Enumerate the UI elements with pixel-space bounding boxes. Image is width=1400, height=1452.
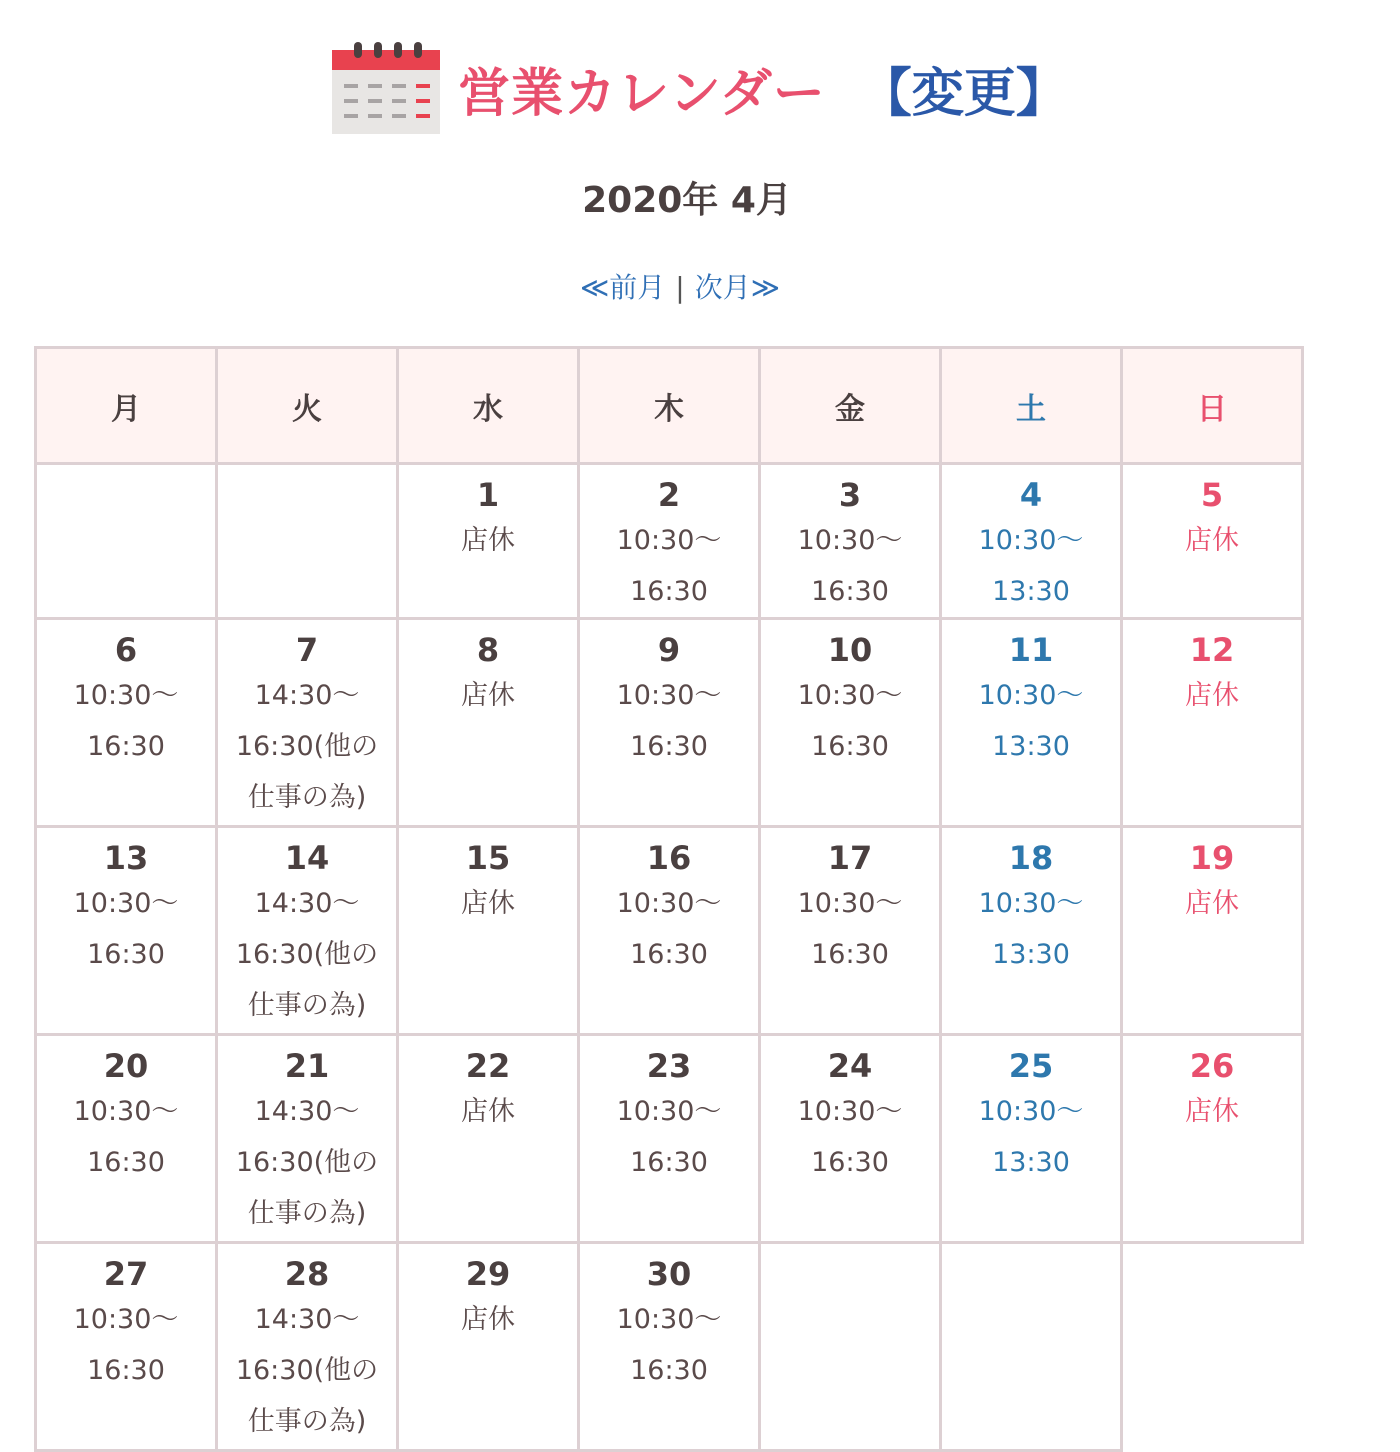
day-number: 11 [1008, 631, 1054, 669]
day-number: 18 [1008, 839, 1054, 877]
weekday-mon: 月 [36, 348, 217, 464]
day-number: 7 [295, 631, 319, 669]
calendar-day-cell [36, 619, 217, 827]
calendar-day-cell [579, 1243, 760, 1451]
day-number: 25 [1008, 1047, 1054, 1085]
day-number: 30 [646, 1255, 692, 1293]
calendar-week-row [36, 619, 1303, 827]
calendar-week-row [36, 1035, 1303, 1243]
calendar-day-cell [398, 464, 579, 619]
weekday-fri: 金 [760, 348, 941, 464]
day-schedule: 店休 [1185, 1096, 1239, 1127]
calendar-day-cell [1122, 619, 1303, 827]
day-number: 17 [827, 839, 873, 877]
day-schedule: 店休 [461, 888, 515, 919]
calendar-day-cell [760, 827, 941, 1035]
nav-separator: | [675, 271, 685, 304]
day-number: 23 [646, 1047, 692, 1085]
day-schedule: 14:30〜16:30(他の仕事の為) [235, 888, 379, 1021]
weekday-thu: 木 [579, 348, 760, 464]
calendar-day-cell [398, 619, 579, 827]
day-number: 24 [827, 1047, 873, 1085]
day-schedule: 店休 [461, 680, 515, 711]
calendar-day-cell [398, 1035, 579, 1243]
day-number: 26 [1189, 1047, 1235, 1085]
calendar-day-cell [217, 827, 398, 1035]
calendar-empty-cell [941, 1243, 1122, 1451]
day-schedule: 10:30〜16:30 [73, 1304, 179, 1386]
day-number: 4 [1019, 476, 1043, 514]
day-schedule: 14:30〜16:30(他の仕事の為) [235, 680, 379, 813]
day-schedule: 10:30〜16:30 [616, 525, 722, 607]
calendar-day-cell [36, 1243, 217, 1451]
day-schedule: 10:30〜16:30 [73, 1096, 179, 1178]
day-number: 6 [114, 631, 138, 669]
day-number: 5 [1200, 476, 1224, 514]
calendar-day-cell [217, 1035, 398, 1243]
day-number: 15 [465, 839, 511, 877]
page-header [0, 38, 1400, 138]
day-schedule: 店休 [461, 1096, 515, 1127]
day-schedule: 店休 [1185, 680, 1239, 711]
day-number: 2 [657, 476, 681, 514]
day-number: 14 [284, 839, 330, 877]
day-schedule: 10:30〜16:30 [797, 888, 903, 970]
day-number: 12 [1189, 631, 1235, 669]
calendar-day-cell [398, 827, 579, 1035]
calendar-week-row [36, 464, 1303, 619]
calendar-week-row [36, 827, 1303, 1035]
calendar-day-cell [579, 619, 760, 827]
day-number: 21 [284, 1047, 330, 1085]
day-schedule: 14:30〜16:30(他の仕事の為) [235, 1304, 379, 1437]
weekday-header-row [36, 348, 1303, 464]
current-month: 2020年 4月 [582, 180, 792, 221]
calendar-table [34, 346, 1304, 1452]
calendar-day-cell [398, 1243, 579, 1451]
calendar-day-cell [36, 1035, 217, 1243]
day-number: 27 [103, 1255, 149, 1293]
calendar-day-cell [217, 619, 398, 827]
day-schedule: 10:30〜16:30 [616, 1304, 722, 1386]
weekday-wed: 水 [398, 348, 579, 464]
day-schedule: 10:30〜16:30 [797, 525, 903, 607]
calendar-day-cell [579, 827, 760, 1035]
day-schedule: 10:30〜16:30 [73, 888, 179, 970]
weekday-tue: 火 [217, 348, 398, 464]
day-schedule: 10:30〜16:30 [797, 680, 903, 762]
day-schedule: 10:30〜13:30 [978, 525, 1084, 607]
day-number: 1 [476, 476, 500, 514]
day-schedule: 10:30〜16:30 [73, 680, 179, 762]
day-number: 20 [103, 1047, 149, 1085]
day-schedule: 店休 [1185, 525, 1239, 556]
day-schedule: 10:30〜16:30 [616, 680, 722, 762]
day-number: 22 [465, 1047, 511, 1085]
calendar-day-cell [941, 1035, 1122, 1243]
calendar-day-cell [36, 827, 217, 1035]
change-label: 【変更】 [859, 63, 1068, 124]
day-schedule: 店休 [461, 525, 515, 556]
calendar-day-cell [1122, 827, 1303, 1035]
day-schedule: 店休 [461, 1304, 515, 1335]
calendar-empty-cell [36, 464, 217, 619]
calendar-empty-cell [760, 1243, 941, 1451]
calendar-day-cell [941, 619, 1122, 827]
day-schedule: 10:30〜16:30 [616, 888, 722, 970]
day-number: 29 [465, 1255, 511, 1293]
day-schedule: 10:30〜16:30 [797, 1096, 903, 1178]
page-title: 営業カレンダー [458, 63, 826, 124]
day-number: 19 [1189, 839, 1235, 877]
calendar-day-cell [1122, 464, 1303, 619]
calendar-day-cell [760, 1035, 941, 1243]
calendar-day-cell [760, 619, 941, 827]
next-month-link[interactable]: 次月≫ [694, 271, 781, 304]
day-number: 3 [838, 476, 862, 514]
day-schedule: 10:30〜13:30 [978, 888, 1084, 970]
day-schedule: 10:30〜16:30 [616, 1096, 722, 1178]
calendar-day-cell [1122, 1035, 1303, 1243]
prev-month-link[interactable]: ≪前月 [579, 271, 666, 304]
calendar-week-row [36, 1243, 1303, 1451]
day-schedule: 10:30〜13:30 [978, 1096, 1084, 1178]
day-number: 28 [284, 1255, 330, 1293]
day-number: 9 [657, 631, 681, 669]
day-number: 13 [103, 839, 149, 877]
day-number: 16 [646, 839, 692, 877]
weekday-sat: 土 [941, 348, 1122, 464]
calendar-day-cell [941, 827, 1122, 1035]
calendar-day-cell [217, 1243, 398, 1451]
calendar-day-cell [760, 464, 941, 619]
calendar-empty-cell [1122, 1243, 1303, 1451]
calendar-day-cell [579, 464, 760, 619]
day-number: 8 [476, 631, 500, 669]
calendar-empty-cell [217, 464, 398, 619]
day-schedule: 店休 [1185, 888, 1239, 919]
weekday-sun: 日 [1122, 348, 1303, 464]
day-schedule: 10:30〜13:30 [978, 680, 1084, 762]
calendar-day-cell [941, 464, 1122, 619]
calendar-icon [332, 42, 440, 134]
day-schedule: 14:30〜16:30(他の仕事の為) [235, 1096, 379, 1229]
day-number: 10 [827, 631, 873, 669]
month-nav [0, 266, 1360, 306]
calendar-day-cell [579, 1035, 760, 1243]
